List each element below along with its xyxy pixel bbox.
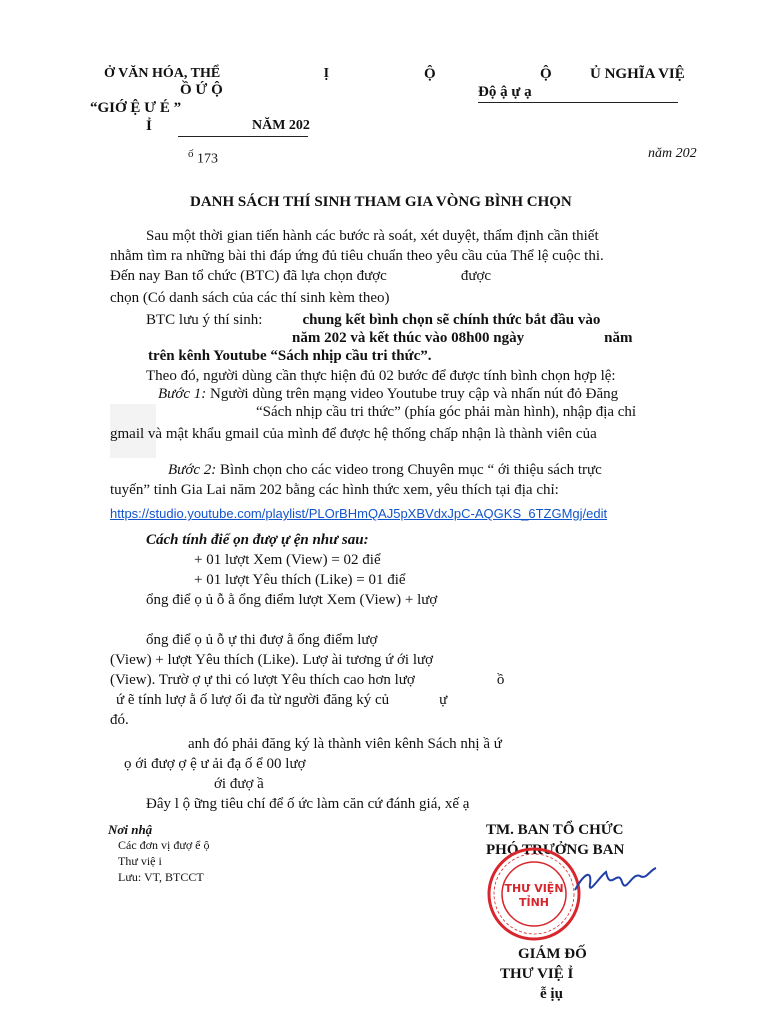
- official-stamp: [486, 846, 582, 942]
- step-2-line-1: Bước 2: Bình chọn cho các video trong Chuyên mục “ ới thiệu sách trực: [168, 462, 602, 478]
- paragraph-1-line-2: nhằm tìm ra những bài thi đáp ứng đủ tiêu chuẩn theo yêu cầu của Thể lệ cuộc thi.: [110, 248, 604, 264]
- rule-line-6: đó.: [110, 712, 129, 728]
- svg-text:THƯ VIỆN: THƯ VIỆN: [504, 882, 564, 895]
- playlist-link[interactable]: https://studio.youtube.com/playlist/PLOrBHmQAJ5pXBVdxJpC-AQGKS_6TZGMgj/edit: [110, 506, 608, 521]
- paragraph-2-line-3: trên kênh Youtube “Sách nhịp cầu tri thức”.: [148, 348, 432, 364]
- handwritten-signature: [570, 862, 660, 902]
- national-title-a: Ộ: [424, 66, 436, 82]
- svg-text:TỈNH: TỈNH: [518, 896, 550, 909]
- agency-line-2: Ồ Ứ Ộ: [180, 82, 223, 98]
- rule-line-5: ứ ẽ tính lượ ằ ố lượ ối đa từ người đăng ký củ ự: [116, 692, 448, 708]
- paragraph-1-line-1: Sau một thời gian tiến hành các bước rà soát, xét duyệt, thẩm định cần thiết: [146, 228, 599, 244]
- step-2-line-2: tuyến” tỉnh Gia Lai năm 202 bằng các hình thức xem, yêu thích tại địa chỉ:: [110, 482, 559, 498]
- recipients-title: Nơi nhậ: [108, 822, 153, 837]
- paragraph-2-line-2: năm 202 và kết thúc vào 08h00 ngày năm: [292, 330, 633, 346]
- signer-unit: THƯ VIỆ Ỉ: [500, 966, 574, 982]
- page-title: DANH SÁCH THÍ SINH THAM GIA VÒNG BÌNH CHỌN: [190, 194, 572, 210]
- rule-line-3: (View) + lượt Yêu thích (Like). Lượ ài tương ứ ới lượ: [110, 652, 434, 668]
- contest-name: “GIỚ Ệ Ư É ”: [90, 100, 182, 116]
- contest-year: NĂM 202: [252, 118, 310, 133]
- rule-line-4: (View). Trườ ợ ự thi có lượt Yêu thích cao hơn lượ ồ: [110, 672, 505, 688]
- national-title-b: Ộ: [540, 66, 552, 82]
- paragraph-1-line-4: chọn (Có danh sách của các thí sinh kèm theo): [110, 290, 390, 306]
- paragraph-2-line-1: BTC lưu ý thí sinh: chung kết bình chọn sẽ chính thức bắt đầu vào: [146, 312, 601, 328]
- rule-line-2: ổng điể ọ ủ ỗ ự thi đượ ằ ổng điểm lượ: [146, 632, 378, 648]
- agency-line-1: Ở VĂN HÓA, THỂ Ị: [104, 66, 330, 81]
- rule-line-9: ới đượ ầ: [214, 776, 264, 792]
- signer-org: TM. BAN TỔ CHỨC: [486, 822, 624, 838]
- national-motto: Độ ậ ự ạ: [478, 84, 532, 100]
- header-right-rule: [478, 102, 678, 103]
- rule-line-1: ổng điể ọ ủ ỗ ằ ổng điểm lượt Xem (View) + lượ: [146, 592, 438, 608]
- closing-line: Đây l ộ ững tiêu chí để ố ức làm căn cứ đánh giá, xế ạ: [146, 796, 470, 812]
- rule-line-7: anh đó phải đăng ký là thành viên kênh Sách nhị ầ ứ: [188, 736, 502, 752]
- recipient-1: Các đơn vị đượ ể ộ: [118, 838, 210, 852]
- calc-view: + 01 lượt Xem (View) = 02 điể: [194, 552, 381, 568]
- agency-line-4: Ỉ: [146, 118, 152, 134]
- header-left-rule: [178, 136, 308, 137]
- calc-title: Cách tính điể ọn đượ ự ện như sau:: [146, 532, 369, 548]
- step-1-line-2: “Sách nhịp cầu tri thức” (phía góc phải màn hình), nhập địa chỉ: [256, 404, 637, 420]
- paragraph-3: Theo đó, người dùng cần thực hiện đủ 02 bước để được tính bình chọn hợp lệ:: [146, 368, 616, 384]
- recipient-3: Lưu: VT, BTCCT: [118, 870, 204, 884]
- signer-title: GIÁM ĐỐ: [518, 946, 587, 962]
- national-title-c: Ủ NGHĨA VIỆ: [590, 66, 685, 82]
- doc-date: năm 202: [648, 146, 697, 161]
- calc-like: + 01 lượt Yêu thích (Like) = 01 điể: [194, 572, 406, 588]
- step-1-line-1: Bước 1: Người dùng trên mạng video Youtube truy cập và nhấn nút đỏ Đăng: [158, 386, 619, 402]
- doc-number: $^ố$ 173: [188, 148, 218, 167]
- rule-line-8: ọ ới đượ ợ ệ ư ải đạ ố ể 00 lượ: [124, 756, 306, 772]
- recipient-2: Thư việ i: [118, 854, 162, 868]
- step-1-line-3: gmail và mật khẩu gmail của mình để được hệ thống chấp nhận là thành viên của: [110, 426, 597, 442]
- signer-position: PHÓ TRƯỞNG BAN: [486, 842, 625, 858]
- paragraph-1-line-3: Đến nay Ban tổ chức (BTC) đã lựa chọn được được: [110, 268, 492, 284]
- signer-name: ễ ịụ: [540, 986, 563, 1002]
